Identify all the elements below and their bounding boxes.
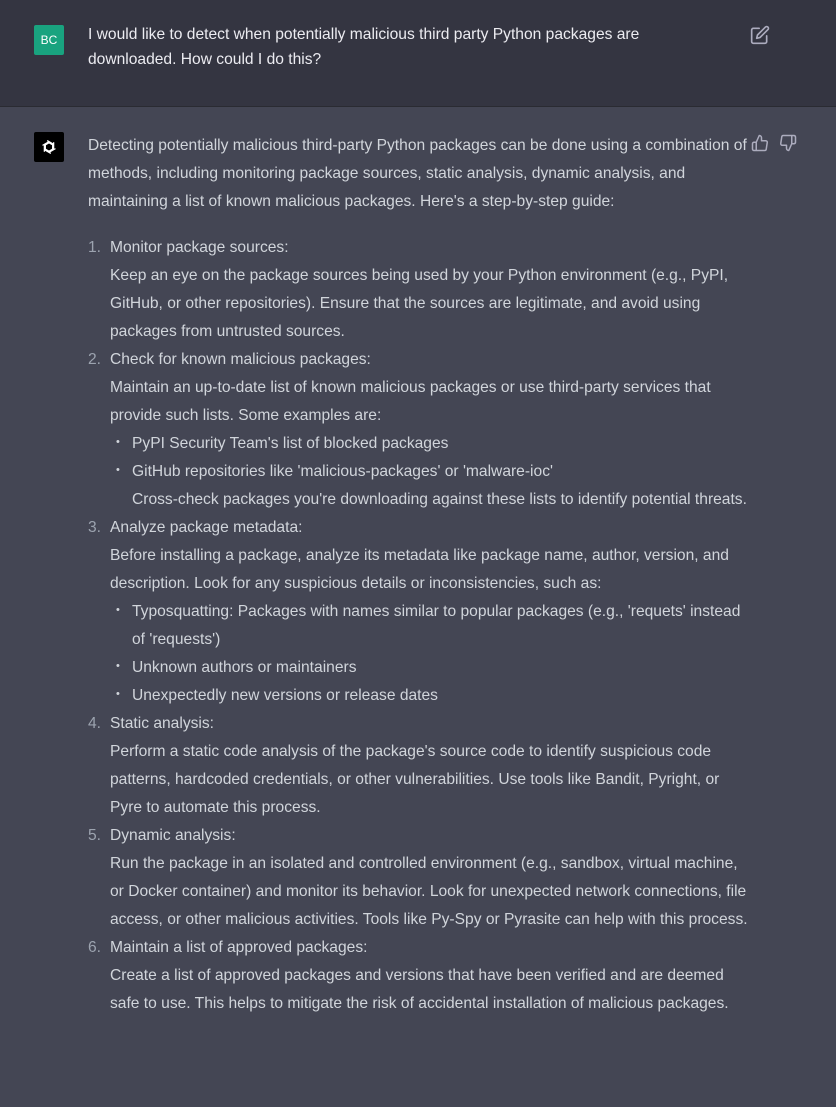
step-title: Dynamic analysis: — [110, 827, 236, 844]
step-item — [88, 934, 748, 1018]
bullet-text: PyPI Security Team's list of blocked packages — [132, 435, 449, 452]
edit-icon[interactable] — [750, 25, 770, 45]
step-bullets — [110, 430, 748, 486]
step-number: 6. — [87, 939, 101, 956]
step-title: Static analysis: — [110, 715, 215, 732]
step-title: Monitor package sources: — [110, 239, 289, 256]
bullet-text: GitHub repositories like 'malicious-packages' or 'malware-ioc' — [132, 463, 553, 480]
step-number: 3. — [87, 519, 101, 536]
bullet-dot: • — [116, 464, 120, 476]
step-number: 1. — [87, 239, 101, 256]
step-body: Keep an eye on the package sources being used by your Python environment (e.g., PyPI, GitHub, or other repositories). Ensure that the sources are legitimate, and avoid using packages from untrusted sources. — [110, 267, 729, 340]
bullet-dot: • — [116, 688, 120, 700]
step-item — [88, 346, 748, 514]
step-body: Create a list of approved packages and versions that have been verified and are deemed safe to use. This helps to mitigate the risk of accidental installation of malicious packages. — [110, 967, 729, 1012]
bullet-dot: • — [116, 436, 120, 448]
bullet-item — [110, 430, 748, 458]
user-message-row — [0, 0, 836, 107]
bullet-item — [110, 458, 748, 486]
bullet-text: Unknown authors or maintainers — [132, 659, 357, 676]
assistant-answer — [88, 132, 748, 1018]
bullet-dot: • — [116, 604, 120, 616]
step-item — [88, 710, 748, 822]
bullet-item — [110, 682, 748, 710]
step-title: Analyze package metadata: — [110, 519, 303, 536]
assistant-message-row — [0, 107, 836, 1107]
step-body: Perform a static code analysis of the package's source code to identify suspicious code patterns, hardcoded credentials, or other vulnerabilities. Use tools like Bandit, Pyright, or Pyre to automate this process. — [110, 743, 720, 816]
step-number: 4. — [87, 715, 101, 732]
bullet-item — [110, 654, 748, 682]
bullet-text: Unexpectedly new versions or release dates — [132, 687, 438, 704]
answer-intro: Detecting potentially malicious third-party Python packages can be done using a combination of methods, including monitoring package sources, static analysis, dynamic analysis, and maintaining a list of known malicious packages. Here's a step-by-step guide: — [88, 137, 747, 210]
thumbs-down-icon[interactable] — [779, 134, 799, 154]
step-item — [88, 514, 748, 710]
thumbs-up-icon[interactable] — [751, 134, 771, 154]
step-item — [88, 234, 748, 346]
step-body: Run the package in an isolated and controlled environment (e.g., sandbox, virtual machine, or Docker container) and monitor its behavior. Look for unexpected network connections, file access, or other malicious activities. Tools like Py-Spy or Pyrasite can help with this process. — [110, 855, 748, 928]
step-item — [88, 822, 748, 934]
step-title: Check for known malicious packages: — [110, 351, 371, 368]
step-number: 5. — [87, 827, 101, 844]
bullet-item — [110, 598, 748, 654]
step-followup: Cross-check packages you're downloading against these lists to identify potential threats. — [132, 491, 747, 508]
step-bullets — [110, 598, 748, 710]
assistant-avatar — [34, 132, 64, 162]
bullet-text: Typosquatting: Packages with names similar to popular packages (e.g., 'requets' instead of 'requests') — [132, 603, 741, 648]
user-message-text: I would like to detect when potentially malicious third party Python packages are downloaded. How could I do this? — [88, 26, 640, 68]
step-body: Maintain an up-to-date list of known malicious packages or use third-party services that provide such lists. Some examples are: — [110, 379, 711, 424]
bullet-dot: • — [116, 660, 120, 672]
step-title: Maintain a list of approved packages: — [110, 939, 368, 956]
steps-list — [88, 234, 748, 1018]
step-number: 2. — [87, 351, 101, 368]
openai-logo-icon — [38, 136, 60, 158]
user-avatar: BC — [34, 25, 64, 55]
step-body: Before installing a package, analyze its metadata like package name, author, version, and description. Look for any suspicious details or inconsistencies, such as: — [110, 547, 729, 592]
